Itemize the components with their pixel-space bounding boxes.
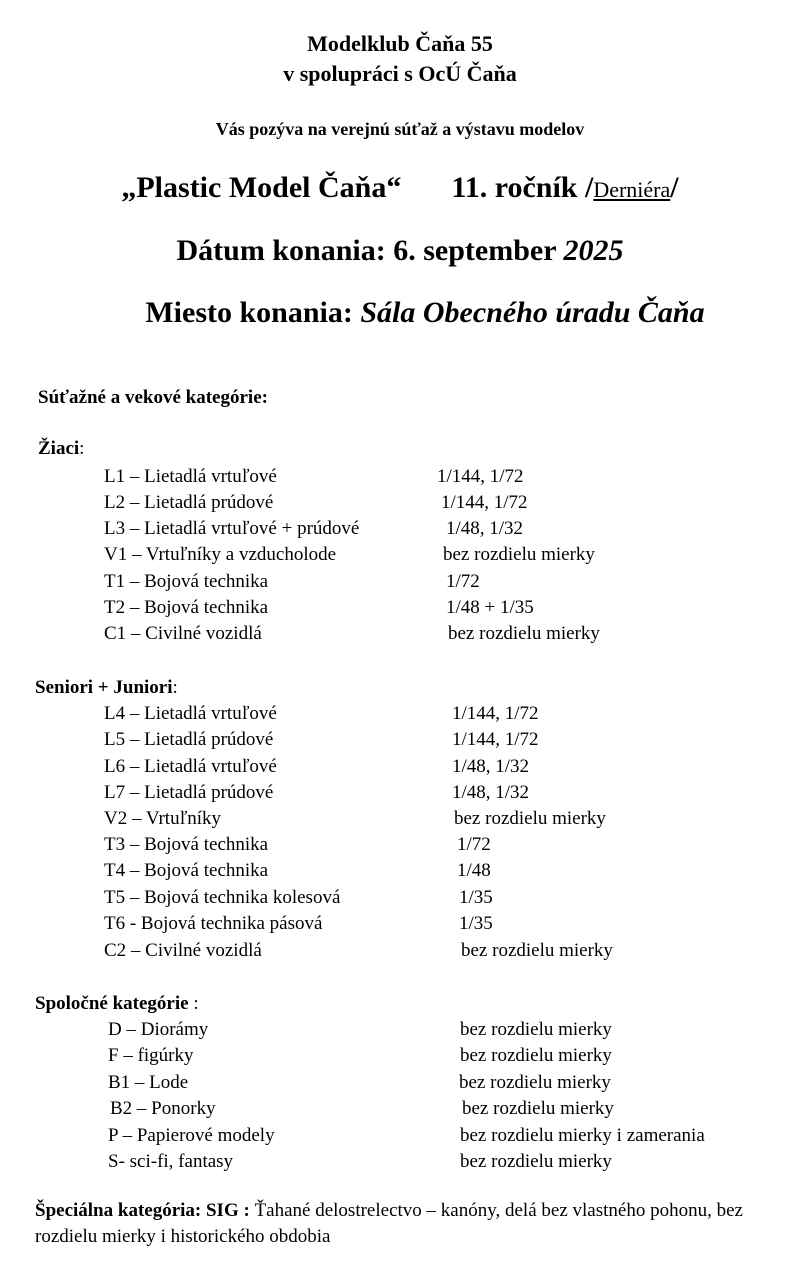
- category-scale: 1/48: [457, 860, 491, 881]
- list-item: [0, 701, 800, 727]
- category-scale: 1/144, 1/72: [452, 729, 539, 750]
- list-item: [0, 1149, 800, 1175]
- group-title-spolocne: [35, 991, 199, 1017]
- category-scale: bez rozdielu mierky: [454, 808, 606, 829]
- place-label: Miesto konania:: [145, 296, 353, 329]
- slash-open: /: [584, 171, 594, 204]
- category-name: L4 – Lietadlá vrtuľové: [104, 703, 277, 724]
- category-name: T1 – Bojová technika: [104, 571, 269, 592]
- group-title: Žiaci: [38, 438, 80, 459]
- category-scale: 1/144, 1/72: [437, 466, 524, 487]
- category-name: T4 – Bojová technika: [104, 860, 269, 881]
- category-scale: bez rozdielu mierky i zamerania: [460, 1125, 705, 1146]
- category-name: P – Papierové modely: [108, 1125, 275, 1146]
- list-item: [0, 542, 800, 568]
- event-date: [0, 231, 800, 271]
- list-item: [0, 1070, 800, 1096]
- list-item: [0, 1123, 800, 1149]
- date-label: Dátum konania: 6. september: [176, 234, 556, 267]
- category-scale: 1/48, 1/32: [446, 518, 524, 539]
- category-scale: 1/48, 1/32: [452, 756, 530, 777]
- category-name: V2 – Vrtuľníky: [104, 808, 222, 829]
- invitation-line: Vás pozýva na verejnú súťaž a výstavu modelov: [215, 119, 585, 139]
- category-name: B1 – Lode: [108, 1072, 189, 1093]
- category-scale: bez rozdielu mierky: [459, 1072, 611, 1093]
- category-name: D – Diorámy: [108, 1019, 209, 1040]
- category-scale: bez rozdielu mierky: [460, 1045, 612, 1066]
- group-title: Spoločné kategórie: [35, 993, 189, 1014]
- place-value: Sála Obecného úradu Čaňa: [360, 296, 705, 329]
- category-scale: bez rozdielu mierky: [460, 1151, 612, 1172]
- list-item: [0, 754, 800, 780]
- categories-heading: Súťažné a vekové kategórie:: [38, 387, 268, 408]
- category-name: L6 – Lietadlá vrtuľové: [104, 756, 277, 777]
- category-name: V1 – Vrtuľníky a vzducholode: [104, 544, 337, 565]
- category-scale: bez rozdielu mierky: [460, 1019, 612, 1040]
- category-scale: 1/48 + 1/35: [446, 597, 534, 618]
- list-item: [0, 464, 800, 490]
- list-item: [0, 938, 800, 964]
- category-scale: bez rozdielu mierky: [462, 1098, 614, 1119]
- group-title-suffix: :: [79, 438, 85, 459]
- category-scale: bez rozdielu mierky: [443, 544, 595, 565]
- list-item: [0, 1017, 800, 1043]
- group-title-seniori: [35, 675, 178, 701]
- list-item: [0, 569, 800, 595]
- category-name: B2 – Ponorky: [110, 1098, 216, 1119]
- group-title-suffix: :: [188, 993, 199, 1014]
- category-scale: 1/48, 1/32: [452, 782, 530, 803]
- list-item: [0, 490, 800, 516]
- list-item: [0, 1043, 800, 1069]
- category-scale: 1/144, 1/72: [452, 703, 539, 724]
- category-name: C1 – Civilné vozidlá: [104, 623, 262, 644]
- event-edition: 11. ročník: [451, 171, 578, 204]
- list-item: [0, 911, 800, 937]
- list-item: [0, 806, 800, 832]
- edition-note: Derniéra: [593, 177, 671, 202]
- list-item: [0, 832, 800, 858]
- category-name: L1 – Lietadlá vrtuľové: [104, 466, 277, 487]
- list-item: [0, 595, 800, 621]
- special-text: Ťahané delostrelectvo – kanóny, delá bez vlastného pohonu, bez rozdielu mierky i historického obdobia: [35, 1200, 743, 1247]
- list-item: [0, 516, 800, 542]
- list-item: [0, 858, 800, 884]
- event-name: „Plastic Model Čaňa“: [121, 171, 402, 204]
- list-item: [0, 621, 800, 647]
- category-name: T5 – Bojová technika kolesová: [104, 887, 341, 908]
- group-title-suffix: :: [172, 677, 178, 698]
- category-name: T3 – Bojová technika: [104, 834, 269, 855]
- category-name: L5 – Lietadlá prúdové: [104, 729, 274, 750]
- list-item: [0, 727, 800, 753]
- category-scale: 1/72: [446, 571, 480, 592]
- category-scale: 1/144, 1/72: [441, 492, 528, 513]
- group-title-ziaci: [38, 436, 84, 462]
- group-title: Seniori + Juniori: [35, 677, 173, 698]
- list-item: [0, 1096, 800, 1122]
- category-scale: 1/35: [459, 913, 493, 934]
- list-item: [0, 885, 800, 911]
- category-scale: bez rozdielu mierky: [461, 940, 613, 961]
- category-name: T2 – Bojová technika: [104, 597, 269, 618]
- event-title: [0, 168, 800, 210]
- category-name: F – figúrky: [108, 1045, 194, 1066]
- category-name: S- sci-fi, fantasy: [108, 1151, 234, 1172]
- category-scale: bez rozdielu mierky: [448, 623, 600, 644]
- list-item: [0, 780, 800, 806]
- category-name: T6 - Bojová technika pásová: [104, 913, 323, 934]
- category-name: C2 – Civilné vozidlá: [104, 940, 262, 961]
- date-year: 2025: [563, 234, 624, 267]
- organizer-partner: v spolupráci s OcÚ Čaňa: [283, 61, 517, 86]
- organizer-name: Modelklub Čaňa 55: [307, 31, 493, 56]
- special-category: [35, 1198, 785, 1250]
- event-place: [25, 293, 800, 333]
- category-scale: 1/72: [457, 834, 491, 855]
- category-name: L7 – Lietadlá prúdové: [104, 782, 274, 803]
- special-label: Špeciálna kategória: SIG :: [35, 1200, 250, 1221]
- category-scale: 1/35: [459, 887, 493, 908]
- slash-close: /: [670, 171, 679, 204]
- category-name: L3 – Lietadlá vrtuľové + prúdové: [104, 518, 360, 539]
- category-name: L2 – Lietadlá prúdové: [104, 492, 274, 513]
